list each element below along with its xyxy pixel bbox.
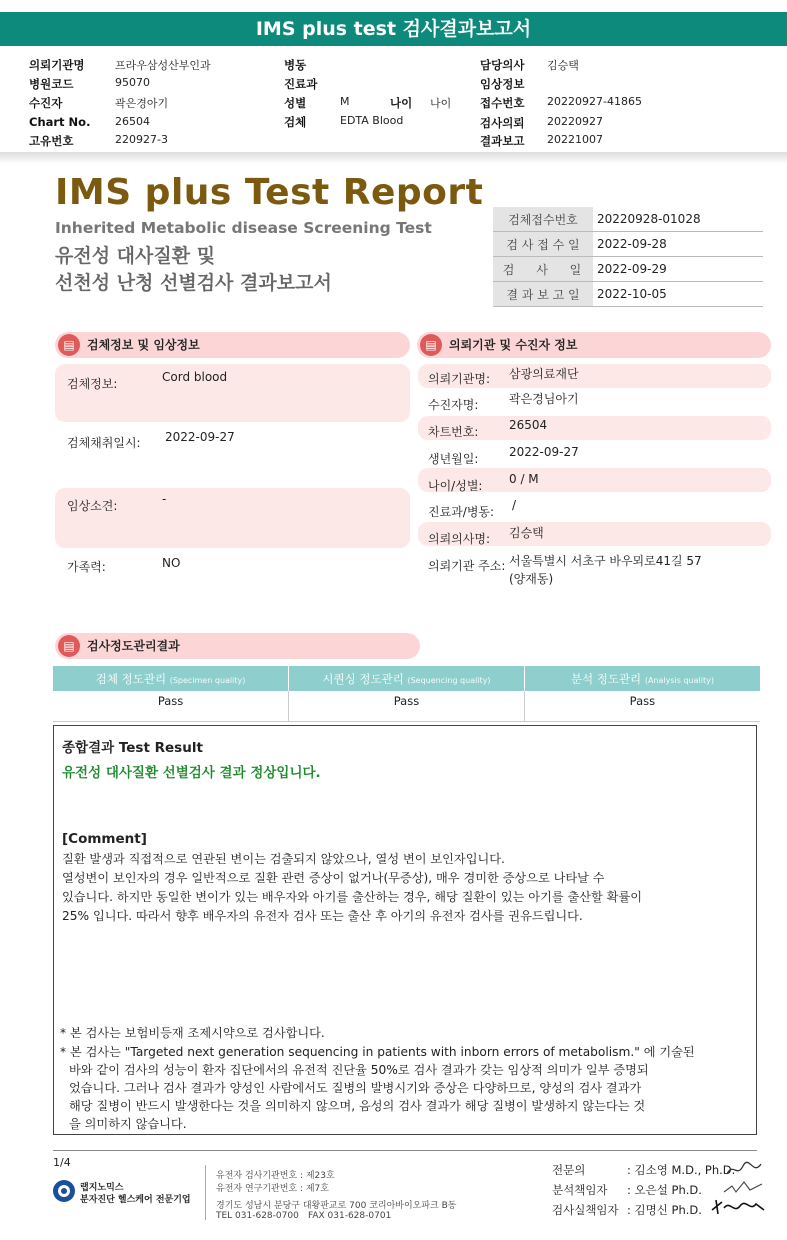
field-value: 2022-09-27 [509,445,579,459]
field-value: NO [162,556,181,570]
header-info [0,0,787,150]
field-value: 2022-09-27 [165,430,235,444]
comment-body [62,850,752,926]
clipboard-icon: ▤ [58,635,80,657]
note-line: 었습니다. 그러나 검사 결과가 양성인 사람에서도 질병의 발병시기와 증상은 다양하므로, 양성의 검사 결과가 [69,1081,642,1095]
info-key: 검 사 일 [493,257,593,282]
note-line: 해당 질병이 반드시 발생한다는 것을 의미하지 않으며, 음성의 검사 결과가 해당 질병이 발생하지 않는다는 것 [69,1099,646,1113]
qc-value: Pass [524,691,760,722]
field-label: 수진자명: [428,398,479,412]
header-value: 20220927 [547,115,603,128]
header-label: 검사의뢰 [480,116,525,130]
qc-value: Pass [289,691,525,722]
signature-icon [710,1196,768,1218]
report-top-title: IMS plus test 검사결과보고서 [0,12,787,46]
signer-role: 전문의 [552,1163,586,1177]
signer-role: 분석책임자 [552,1183,608,1197]
note-line: 바와 같이 검사의 성능이 환자 집단에서의 유전적 진단율 50%로 검사 결과가 갖는 임상적 의미가 일부 증명되 [69,1063,649,1077]
header-value: 김승택 [547,59,579,72]
field-value: 서울특별시 서초구 바우뫼로41길 57 [509,554,702,568]
specimen-section-header [55,332,410,358]
info-key: 검 사 접 수 일 [493,232,593,257]
field-value: / [512,498,517,512]
table-row [493,207,763,232]
company-logo-icon [53,1180,75,1202]
info-key: 검체접수번호 [493,207,593,232]
report-subtitle-ko-2: 선천성 난청 선별검사 결과보고서 [55,272,332,294]
table-row [493,257,763,282]
note-1: * 본 검사는 보험비등재 조제시약으로 검사합니다. [60,1026,325,1040]
company-address: 경기도 성남시 분당구 대왕판교로 700 코리아바이오파크 B동 [216,1201,457,1211]
header-value: 프라우삼성산부인과 [115,59,211,72]
field-value: 곽은경님아기 [509,392,579,406]
footer-divider [53,1150,757,1151]
report-info-table [493,207,763,307]
header-value: 20221007 [547,133,603,146]
registration-number: 유전자 검사기관번호 : 제23호 [216,1171,335,1181]
header-label: 고유번호 [29,134,74,148]
result-title: 종합결과 Test Result [62,740,203,756]
header-value: M [340,95,350,108]
table-row [53,666,760,691]
header-label: 의뢰기관명 [29,58,85,72]
field-label: 검체채취일시: [67,436,141,450]
table-row [493,282,763,307]
signer-name: : 김소영 M.D., Ph.D. [627,1163,736,1177]
specimen-info-box [55,364,410,422]
comment-line: 열성변이 보인자의 경우 일반적으로 질환 관련 증상이 없거나(무증상), 매우 경미한 증상으로 나타날 수 [62,871,605,885]
result-summary: 유전성 대사질환 선별검사 결과 정상입니다. [62,765,321,781]
header-label: Chart No. [29,115,91,129]
note-2 [60,1043,750,1133]
qc-column-header: 검체 정도관리 (Specimen quality) [53,666,289,691]
report-title: IMS plus Test Report [55,172,484,213]
signer-name: : 김명신 Ph.D. [627,1203,702,1217]
test-result-box [53,725,757,1135]
field-value: 0 / M [509,472,539,486]
header-label: 진료과 [284,77,318,91]
field-label: 의뢰의사명: [428,532,491,546]
field-label: 임상소견: [67,499,118,513]
section-title: 검사정도관리결과 [87,639,180,653]
field-value: 삼광의료재단 [509,367,579,381]
info-value: 2022-10-05 [593,282,763,307]
section-title: 의뢰기관 및 수진자 정보 [449,338,578,352]
header-label: 임상정보 [480,77,525,91]
header-label: 수진자 [29,96,63,110]
field-label: 의뢰기관명: [428,372,491,386]
header-separator [0,152,787,164]
header-value: 220927-3 [115,133,168,146]
field-label: 의뢰기관 주소: [428,559,506,573]
comment-line: 있습니다. 하지만 동일한 변이가 있는 배우자와 아기를 출산하는 경우, 해당 질환이 있는 아기를 출산할 확률이 [62,890,643,904]
info-value: 2022-09-29 [593,257,763,282]
header-value: 나이 [430,97,452,110]
header-value: 곽은경아기 [115,97,169,110]
header-label: 성별 [284,96,307,110]
qc-column-header: 분석 정도관리 (Analysis quality) [524,666,760,691]
footer-vertical-divider [205,1165,206,1220]
field-label: 가족력: [67,560,106,574]
info-value: 20220928-01028 [593,207,763,232]
signature-icon [725,1158,765,1180]
clipboard-icon: ▤ [420,334,442,356]
header-label: 나이 [390,96,413,110]
company-tel: TEL 031-628-0700 [216,1211,299,1221]
comment-heading: [Comment] [62,831,147,847]
note-line: 을 의미하지 않습니다. [69,1117,187,1131]
qc-table [53,666,760,722]
clipboard-icon: ▤ [58,334,80,356]
company-name: 랩지노믹스 [80,1183,124,1193]
header-label: 담당의사 [480,58,525,72]
table-row [493,232,763,257]
registration-number: 유전자 연구기관번호 : 제7호 [216,1184,329,1194]
field-value: 26504 [509,418,548,432]
signer-role: 검사실책임자 [552,1203,619,1217]
qc-section-header [55,633,420,659]
header-label: 결과보고 [480,134,525,148]
report-subtitle-ko-1: 유전성 대사질환 및 [55,245,216,267]
field-label: 차트번호: [428,425,479,439]
header-label: 접수번호 [480,96,525,110]
company-tagline: 분자진단 헬스케어 전문기업 [80,1195,191,1205]
header-value: 20220927-41865 [547,95,642,108]
field-label: 검체정보: [67,377,118,391]
header-label: 병동 [284,58,307,72]
page-number: 1/4 [53,1156,71,1169]
header-label: 검체 [284,115,307,129]
qc-column-header: 시퀀싱 정도관리 (Sequencing quality) [289,666,525,691]
comment-line: 질환 발생과 직접적으로 연관된 변이는 검출되지 않았으나, 열성 변이 보인자입니다. [62,852,505,866]
company-fax: FAX 031-628-0701 [308,1211,392,1221]
field-value: (양재동) [509,572,554,586]
header-value: 95070 [115,76,150,89]
header-label: 병원코드 [29,77,74,91]
header-value: 26504 [115,115,150,128]
patient-section-header [417,332,771,358]
info-key: 결 과 보 고 일 [493,282,593,307]
field-value: - [162,492,167,506]
note-line: * 본 검사는 "Targeted next generation sequencing in patients with inborn errors of metabolism." 에 기술된 [60,1045,695,1059]
signature-icon [722,1178,766,1198]
report-subtitle-en: Inherited Metabolic disease Screening Test [55,219,432,237]
field-label: 나이/성별: [428,479,483,493]
field-label: 생년월일: [428,452,479,466]
header-value: EDTA Blood [340,114,404,127]
signer-name: : 오은설 Ph.D. [627,1183,702,1197]
info-value: 2022-09-28 [593,232,763,257]
comment-line: 25% 입니다. 따라서 향후 배우자의 유전자 검사 또는 출산 후 아기의 유전자 검사를 권유드립니다. [62,909,583,923]
field-value: Cord blood [162,370,228,384]
qc-value: Pass [53,691,289,722]
field-label: 진료과/병동: [428,505,495,519]
field-value: 김승택 [509,526,544,540]
section-title: 검체정보 및 임상정보 [87,338,200,352]
table-row [53,691,760,722]
